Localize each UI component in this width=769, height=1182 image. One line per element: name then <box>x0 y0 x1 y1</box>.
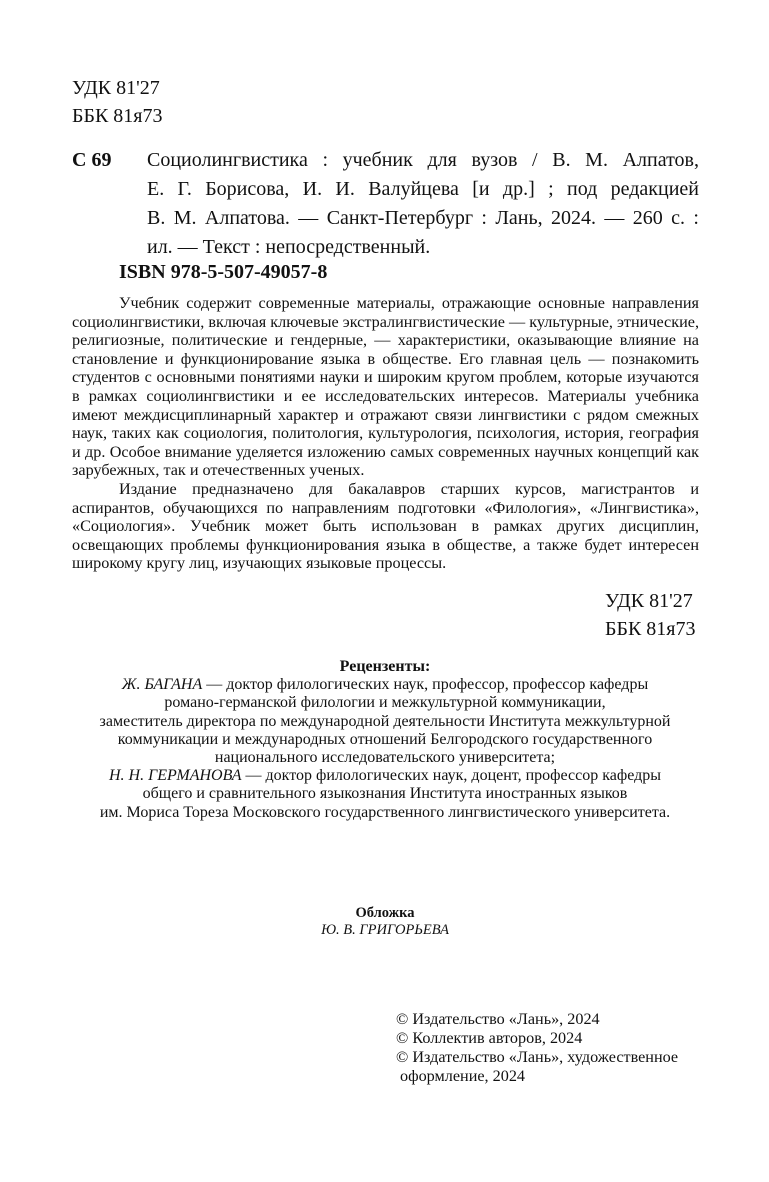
abstract-paragraph: Учебник содержит современные материалы, отражающие основные направления социолингвистики, включая ключевые экстралингвистические — культурные, этнические, религиозные, политические и гендерные, — характеристики, оказывающие влияние на становление и функционирование языка в обществе. Его главная цель — познакомить студентов с основными понятиями науки и широким кругом проблем, которые изучаются в рамках социолингвистики и ее исследовательских интересов. Материалы учебника имеют междисциплинарный характер и отражают связи лингвистики с рядом смежных наук, таких как социология, политология, культурология, психология, история, география и др. Особое внимание уделяется изложению самых современных научных концепций как зарубежных, так и отечественных ученых. <box>72 294 699 480</box>
reviewer-line: им. Мориса Тореза Московского государственного лингвистического университета. <box>99 803 671 821</box>
bibliographic-entry <box>72 146 699 262</box>
reviewers-heading: Рецензенты: <box>339 658 431 675</box>
classification-codes-bottom <box>605 587 696 643</box>
reviewers-block <box>60 658 710 822</box>
reviewer-line: национального исследовательского университета; <box>214 749 556 767</box>
copyright-line: оформление, 2024 <box>400 1067 526 1085</box>
reviewer-line: заместитель директора по международной деятельности Института межкультурной <box>99 712 671 730</box>
copyright-block <box>396 1010 678 1086</box>
reviewer-line: коммуникации и международных отношений Белгородского государственного <box>117 730 653 748</box>
bibliographic-line: Е. Г. Борисова, И. И. Валуйцева [и др.] ; под редакцией <box>147 178 699 200</box>
copyright-line: © Издательство «Лань», 2024 <box>396 1010 600 1028</box>
udk-code: УДК 81'27 <box>605 590 693 612</box>
reviewer-first <box>60 676 710 767</box>
bbk-code: ББК 81я73 <box>605 618 696 640</box>
reviewer-title: — доктор филологических наук, профессор, профессор кафедры <box>202 676 649 694</box>
bibliographic-line: ил. — Текст : непосредственный. <box>147 236 431 258</box>
cover-designer-name: Ю. В. ГРИГОРЬЕВА <box>321 922 449 938</box>
abstract <box>72 294 699 573</box>
reviewer-second <box>60 767 710 822</box>
reviewer-line: общего и сравнительного языкознания Института иностранных языков <box>142 785 628 803</box>
abstract-paragraph: Издание предназначено для бакалавров старших курсов, магистрантов и аспирантов, обучающихся по направлениям подготовки «Филология», «Лингвистика», «Социология». Учебник может быть использован в рамках других дисциплин, освещающих проблемы функционирования языка в обществе, а также будет интересен широкому кругу лиц, изучающих языковые процессы. <box>72 479 699 573</box>
reviewer-name: Н. Н. ГЕРМАНОВА <box>109 767 242 785</box>
cover-heading: Обложка <box>355 905 415 921</box>
classification-codes-top <box>72 74 163 130</box>
reviewer-title: — доктор филологических наук, доцент, профессор кафедры <box>241 767 661 785</box>
cover-credit <box>230 905 540 939</box>
author-mark: С 69 <box>72 149 112 171</box>
bibliographic-description <box>147 146 699 262</box>
reviewer-first-line <box>60 676 710 694</box>
bbk-code: ББК 81я73 <box>72 105 163 127</box>
isbn: ISBN 978-5-507-49057-8 <box>119 261 328 283</box>
copyright-line: © Коллектив авторов, 2024 <box>396 1029 583 1047</box>
copyright-line: © Издательство «Лань», художественное <box>396 1048 679 1066</box>
bibliographic-line: Социолингвистика : учебник для вузов / В. М. Алпатов, <box>147 149 699 171</box>
reviewer-name: Ж. БАГАНА <box>121 676 203 694</box>
bibliographic-line: В. М. Алпатова. — Санкт-Петербург : Лань, 2024. — 260 с. : <box>147 207 699 229</box>
udk-code: УДК 81'27 <box>72 77 160 99</box>
reviewer-line: романо-германской филологии и межкультурной коммуникации, <box>164 694 606 712</box>
reviewer-second-line <box>60 767 710 785</box>
